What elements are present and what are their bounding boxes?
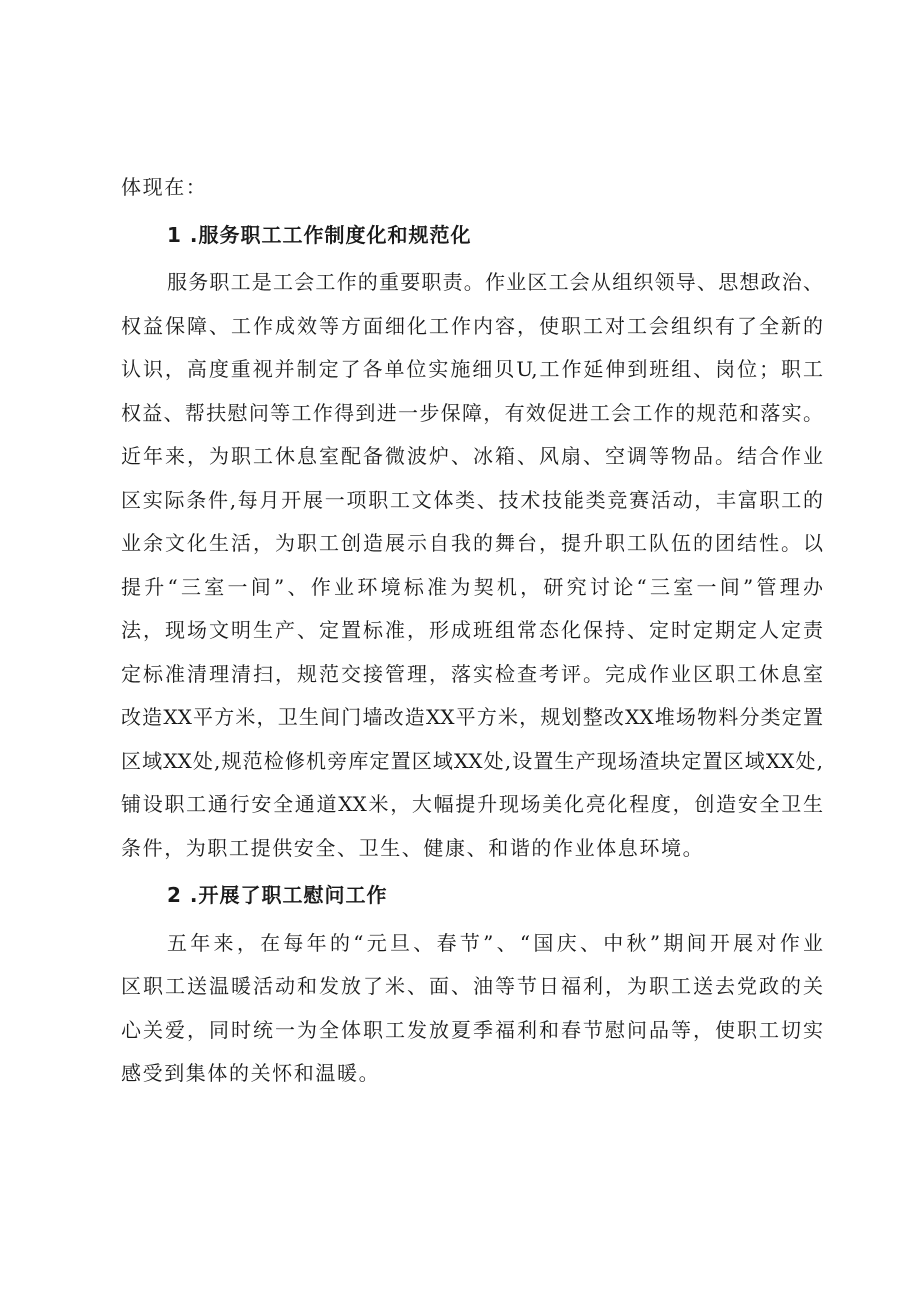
section-1-paragraph: [121, 261, 823, 870]
paragraph-line: 五年来，在每年的“元旦、春节”、“国庆、中秋”期间开展对作业: [167, 930, 823, 955]
paragraph-line: 条件，为职工提供安全、卫生、健康、和谐的作业体息环境。: [121, 835, 705, 860]
paragraph-line: 认识，高度重视并制定了各单位实施细贝U,工作延伸到班组、岗位；职工: [121, 357, 823, 381]
paragraph-line: 感受到集体的关怀和温暖。: [121, 1061, 381, 1085]
section-2-paragraph: [121, 922, 823, 1096]
paragraph-line: 提升“三室一间”、作业环境标准为契机，研究讨论“三室一间”管理办: [121, 574, 823, 599]
paragraph-line: 业余文化生活，为职工创造展示自我的舞台，提升职工队伍的团结性。以: [121, 531, 823, 555]
paragraph-line: 铺设职工通行安全通道XX米，大幅提升现场美化亮化程度，创造安全卫生: [121, 792, 823, 816]
paragraph-line: 法，现场文明生产、定置标准，形成班组常态化保持、定时定期定人定责: [121, 618, 823, 642]
paragraph-line: 服务职工是工会工作的重要职责。作业区工会从组织领导、思想政治、: [167, 270, 823, 294]
document-body: [121, 166, 823, 1096]
paragraph-line: 区职工送温暖活动和发放了米、面、油等节日福利，为职工送去党政的关: [121, 974, 823, 998]
paragraph-line: 权益保障、工作成效等方面细化工作内容，使职工对工会组织有了全新的: [121, 313, 823, 338]
paragraph-line: 心关爱，同时统一为全体职工发放夏季福利和春节慰问品等，使职工切实: [121, 1017, 823, 1042]
paragraph-line: 定标准清理清扫，规范交接管理，落实检查考评。完成作业区职工休息室: [121, 661, 823, 686]
paragraph-line: 近年来，为职工休息室配备微波炉、冰箱、风扇、空调等物品。结合作业: [121, 444, 823, 468]
section-heading-2: 2 .开展了职工慰问工作: [167, 883, 388, 907]
section-heading-1: 1 .服务职工工作制度化和规范化: [167, 222, 472, 247]
paragraph-line: 权益、帮扶慰问等工作得到进一步保障，有效促进工会工作的规范和落实。: [121, 400, 823, 425]
paragraph-line: 区实际条件,每月开展一项职工文体类、技术技能类竞赛活动，丰富职工的: [121, 487, 823, 512]
intro-line: 体现在：: [121, 175, 208, 199]
paragraph-line: 区域XX处,规范检修机旁库定置区域XX处,设置生产现场渣块定置区域XX处,: [121, 748, 823, 773]
paragraph-line: 改造XX平方米，卫生间门墙改造XX平方米，规划整改XX堆场物料分类定置: [121, 705, 823, 729]
